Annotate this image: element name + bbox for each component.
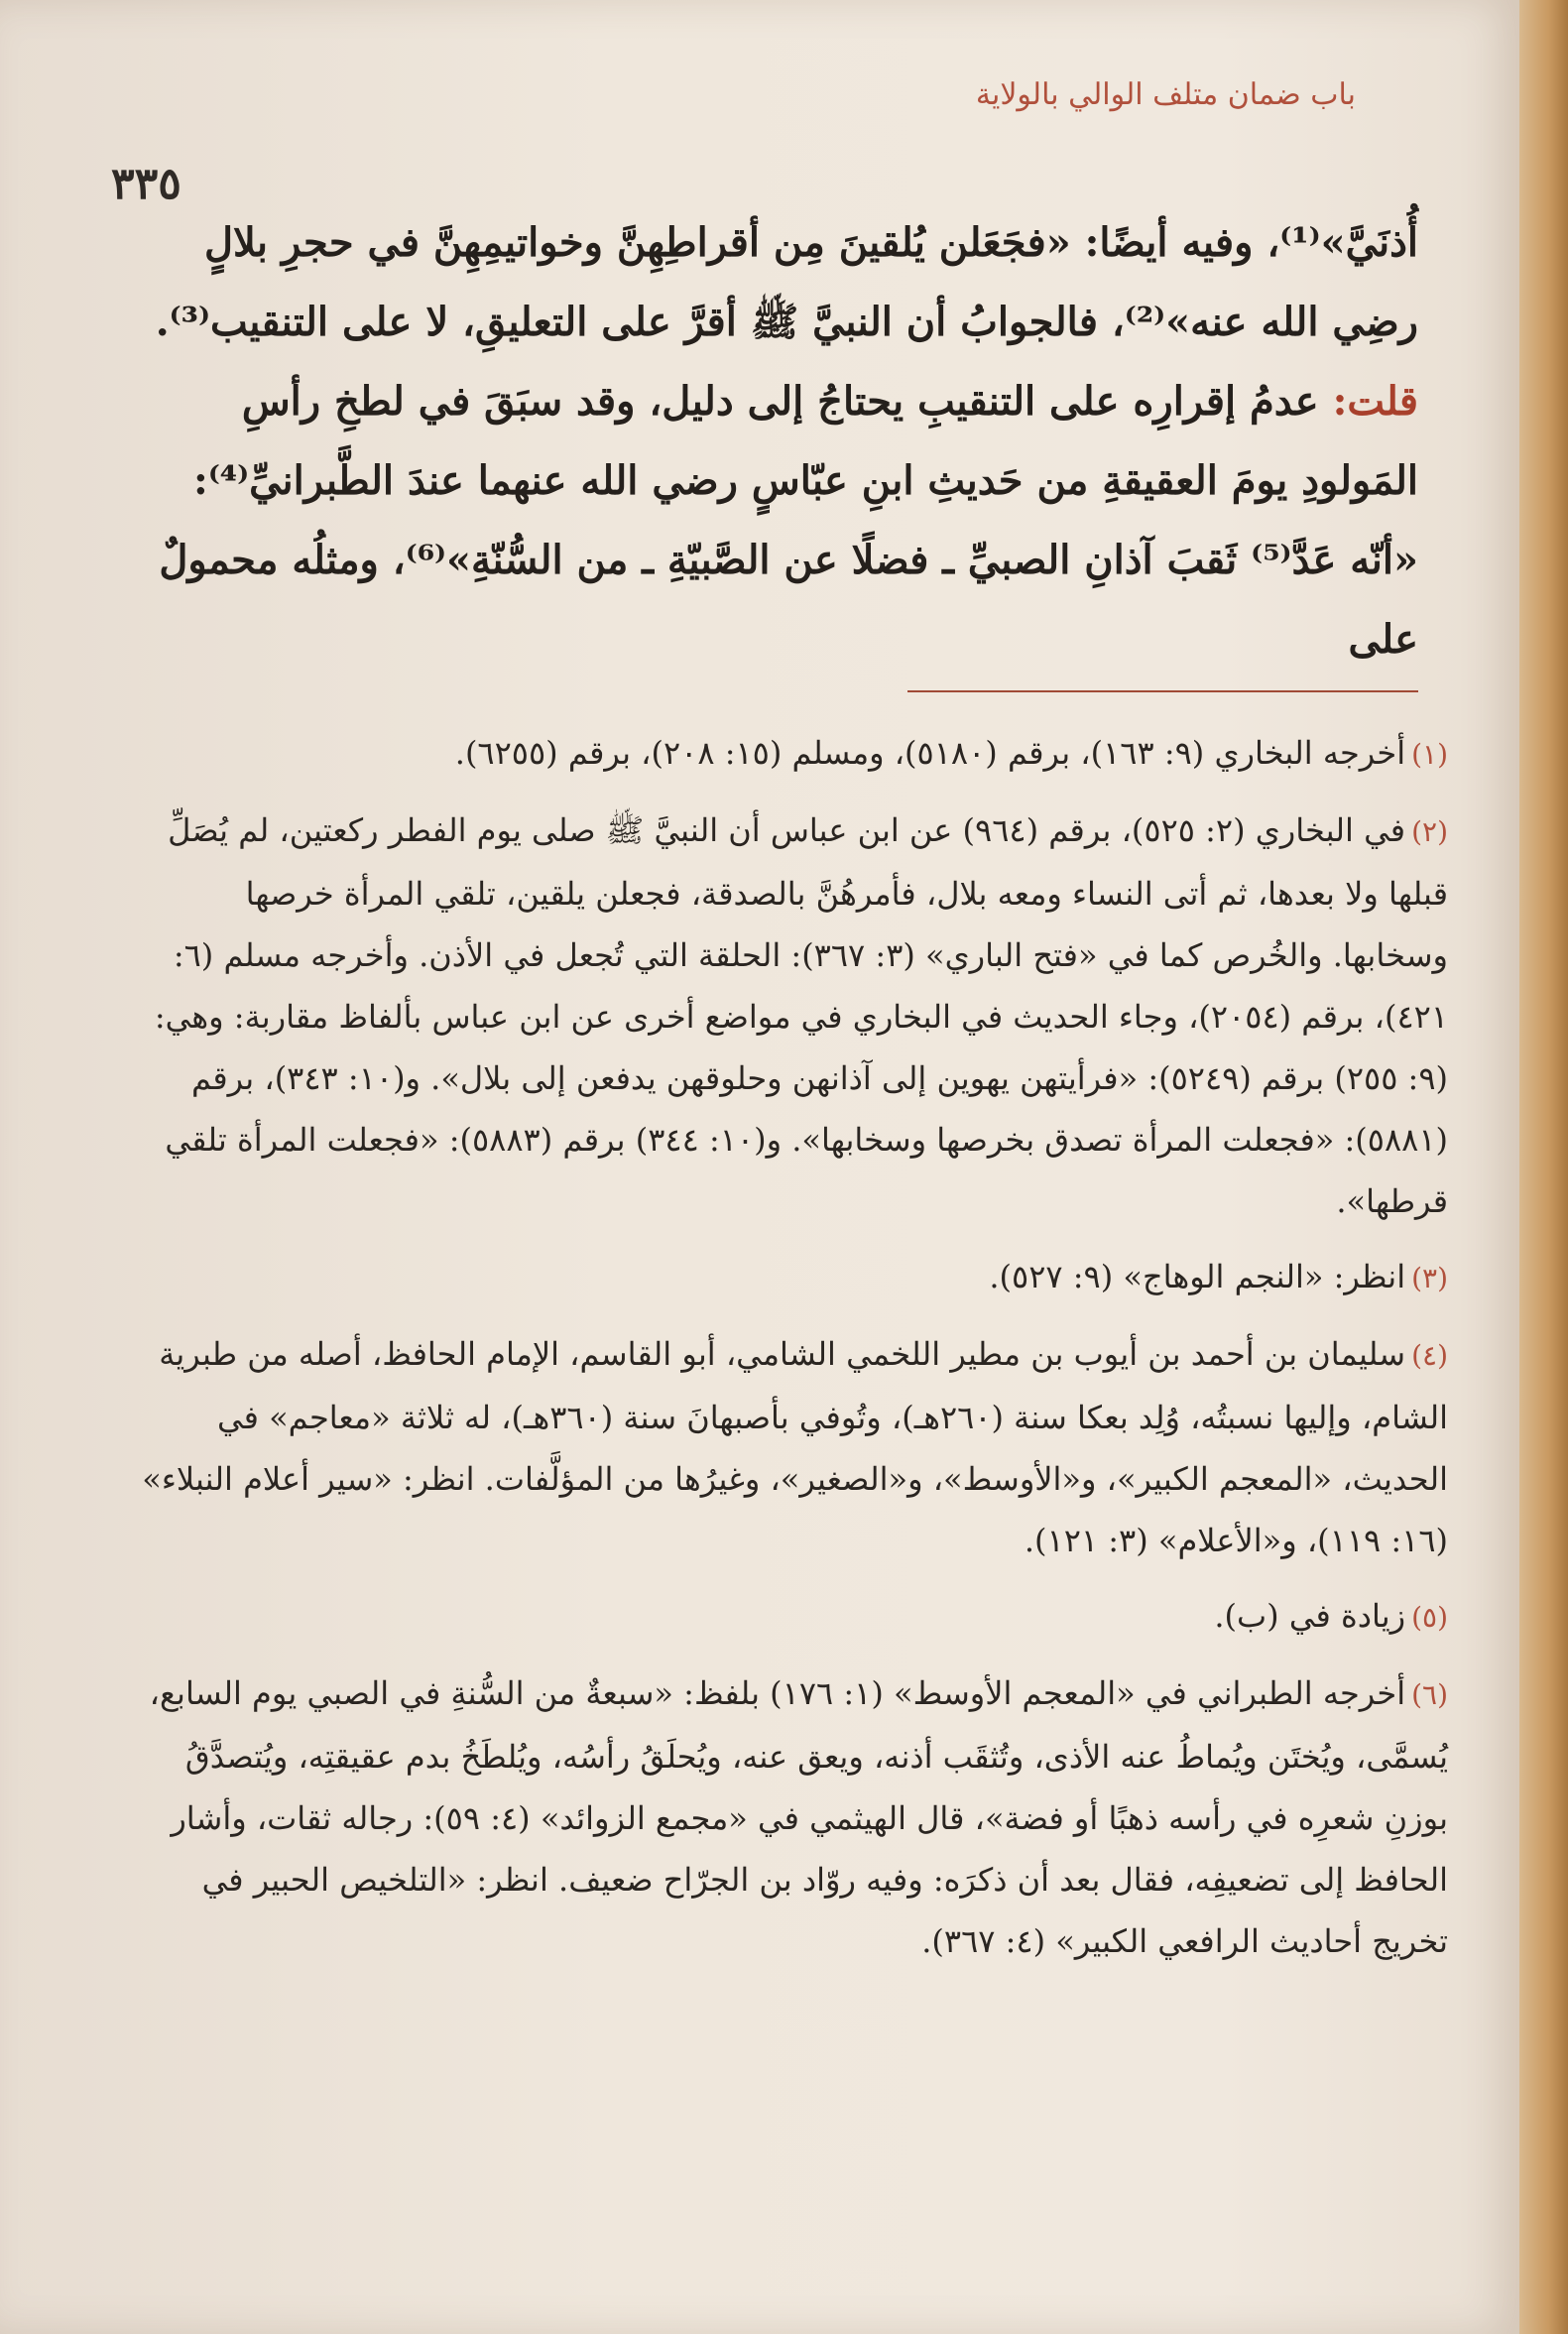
- main-paragraph-2: [129, 362, 1418, 679]
- footnote-divider: [907, 690, 1418, 692]
- qult-text: عدمُ إقرارِه على التنقيبِ يحتاجُ إلى دليل، وقد سبَقَ في لطخِ رأسِ المَولودِ يومَ العقيقةِ من حَديثِ ابنِ عبّاسٍ رضي الله عنهما عندَ الطَّبرانيِّ⁽⁴⁾: «أنّه عَدَّ⁽⁵⁾ ثَقبَ آذانِ الصبيِّ ـ فضلًا عن الصَّبيّةِ ـ من السُّنّةِ»⁽⁶⁾، ومثلُه محمولٌ على: [159, 378, 1418, 663]
- footnote-text: أخرجه الطبراني في «المعجم الأوسط» (١: ١٧٦) بلفظ: «سبعةٌ من السُّنةِ في الصبي يوم السابع، يُسمَّى، ويُختَن ويُماطُ عنه الأذى، وتُثقَب أذنه، ويعق عنه، ويُحلَقُ رأسُه، ويُلطَخُ بدم عقيقتِه، ويُتصدَّقُ بوزنِ شعرِه في رأسه ذهبًا أو فضة»، قال الهيثمي في «مجمع الزوائد» (٤: ٥٩): رجاله ثقات، وأشار الحافظ إلى تضعيفِه، فقال بعد أن ذكرَه: وفيه روّاد بن الجرّاح ضعيف. انظر: «التلخيص الحبير في تخريج أحاديث الرافعي الكبير» (٤: ٣٦٧).: [149, 1674, 1448, 1960]
- main-text: [129, 203, 1418, 679]
- footnote-text: انظر: «النجم الوهاج» (٩: ٥٢٧).: [989, 1258, 1406, 1295]
- footnote-number: (٥): [1411, 1601, 1448, 1634]
- footnote-text: زيادة في (ب).: [1214, 1597, 1406, 1635]
- footnote-text: أخرجه البخاري (٩: ١٦٣)، برقم (٥١٨٠)، ومسلم (١٥: ٢٠٨)، برقم (٦٢٥٥).: [454, 734, 1406, 772]
- footnote-text: في البخاري (٢: ٥٢٥)، برقم (٩٦٤) عن ابن عباس أن النبيَّ ﷺ صلى يوم الفطر ركعتين، لم يُصَلِّ قبلها ولا بعدها، ثم أتى النساء ومعه بلال، فأمرهُنَّ بالصدقة، فجعلن يلقين، تلقي المرأة خرصها وسخابها. والخُرص كما في «فتح الباري» (٣: ٣٦٧): الحلقة التي تُجعل في الأذن. وأخرجه مسلم (٦: ٤٢١)، برقم (٢٠٥٤)، وجاء الحديث في البخاري في مواضع أخرى عن ابن عباس بألفاظ مقاربة: وهي: (٩: ٢٥٥) برقم (٥٢٤٩): «فرأيتهن يهوين إلى آذانهن وحلوقهن يدفعن إلى بلال». و(١٠: ٣٤٣)، برقم (٥٨٨١): «فجعلت المرأة تصدق بخرصها وسخابها». و(١٠: ٣٤٤) برقم (٥٨٨٣): «فجعلت المرأة تلقي قرطها».: [154, 811, 1448, 1220]
- footnote-number: (٢): [1411, 815, 1448, 848]
- footnote-3: [129, 1246, 1448, 1309]
- book-gutter: [1519, 0, 1568, 2334]
- footnote-5: [129, 1585, 1448, 1649]
- footnotes: [129, 722, 1448, 1986]
- footnote-4: [129, 1323, 1448, 1571]
- footnote-number: (٣): [1411, 1262, 1448, 1294]
- qult-label: قلت:: [1332, 378, 1418, 425]
- page-number: ٣٣٥: [111, 159, 181, 209]
- main-paragraph-1: أُذنَيَّ»⁽¹⁾، وفيه أيضًا: «فجَعَلن يُلقينَ مِن أقراطِهِنَّ وخواتيمِهِنَّ في حجرِ بلالٍ رضِي الله عنه»⁽²⁾، فالجوابُ أن النبيَّ ﷺ أقرَّ على التعليقِ، لا على التنقيب⁽³⁾.: [155, 219, 1418, 345]
- footnote-number: (٦): [1411, 1678, 1448, 1711]
- footnote-number: (٤): [1411, 1339, 1448, 1372]
- footnote-number: (١): [1411, 738, 1448, 771]
- footnote-text: سليمان بن أحمد بن أيوب بن مطير اللخمي الشامي، أبو القاسم، الإمام الحافظ، أصله من طبرية الشام، وإليها نسبتُه، وُلِد بعكا سنة (٢٦٠هـ)، وتُوفي بأصبهانَ سنة (٣٦٠هـ)، له ثلاثة «معاجم» في الحديث، «المعجم الكبير»، و«الأوسط»، و«الصغير»، وغيرُها من المؤلَّفات. انظر: «سير أعلام النبلاء» (١٦: ١١٩)، و«الأعلام» (٣: ١٢١).: [142, 1335, 1448, 1559]
- footnote-6: [129, 1662, 1448, 1972]
- footnote-2: [129, 799, 1448, 1232]
- footnote-1: [129, 722, 1448, 786]
- chapter-header: باب ضمان متلف الوالي بالولاية: [975, 77, 1356, 112]
